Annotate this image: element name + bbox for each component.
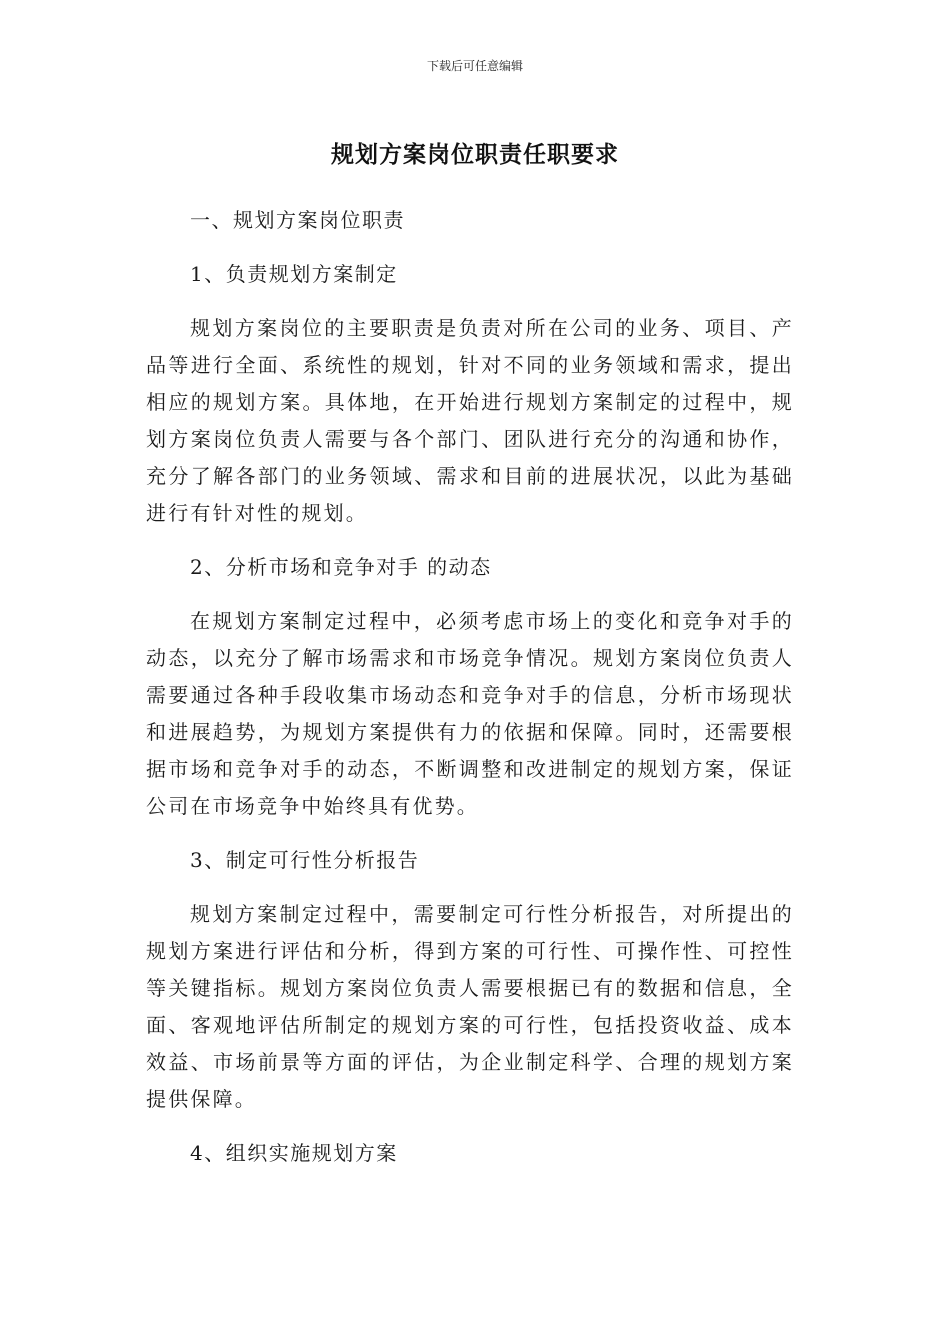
subheading-feasibility-report: 3、制定可行性分析报告 — [190, 848, 420, 872]
header-note: 下载后可任意编辑 — [426, 59, 523, 73]
paragraph-market-analysis: 在规划方案制定过程中，必须考虑市场上的变化和竞争对手的动态，以充分了解市场需求和市场竞争情况。规划方案岗位负责人需要通过各种手段收集市场动态和竞争对手的信息，分析市场现状和进展趋势，为规划方案提供有力的依据和保障。同时，还需要根据市场和竞争对手的动态，不断调整和改进制定的规划方案，保证公司在市场竞争中始终具有优势。 — [146, 609, 794, 818]
document-title: 规划方案岗位职责任职要求 — [331, 142, 619, 168]
section-heading-duties: 一、规划方案岗位职责 — [190, 208, 405, 232]
subheading-implementation: 4、组织实施规划方案 — [190, 1141, 398, 1165]
subheading-plan-formulation: 1、负责规划方案制定 — [190, 262, 398, 286]
subheading-market-analysis: 2、分析市场和竞争对手 的动态 — [190, 555, 492, 579]
paragraph-plan-formulation: 规划方案岗位的主要职责是负责对所在公司的业务、项目、产品等进行全面、系统性的规划，针对不同的业务领域和需求，提出相应的规划方案。具体地，在开始进行规划方案制定的过程中，规划方案岗位负责人需要与各个部门、团队进行充分的沟通和协作，充分了解各部门的业务领域、需求和目前的进展状况，以此为基础进行有针对性的规划。 — [146, 316, 794, 525]
document-body — [146, 202, 794, 1189]
paragraph-feasibility-report: 规划方案制定过程中，需要制定可行性分析报告，对所提出的规划方案进行评估和分析，得到方案的可行性、可操作性、可控性等关键指标。规划方案岗位负责人需要根据已有的数据和信息，全面、客观地评估所制定的规划方案的可行性，包括投资收益、成本效益、市场前景等方面的评估，为企业制定科学、合理的规划方案提供保障。 — [146, 902, 794, 1111]
